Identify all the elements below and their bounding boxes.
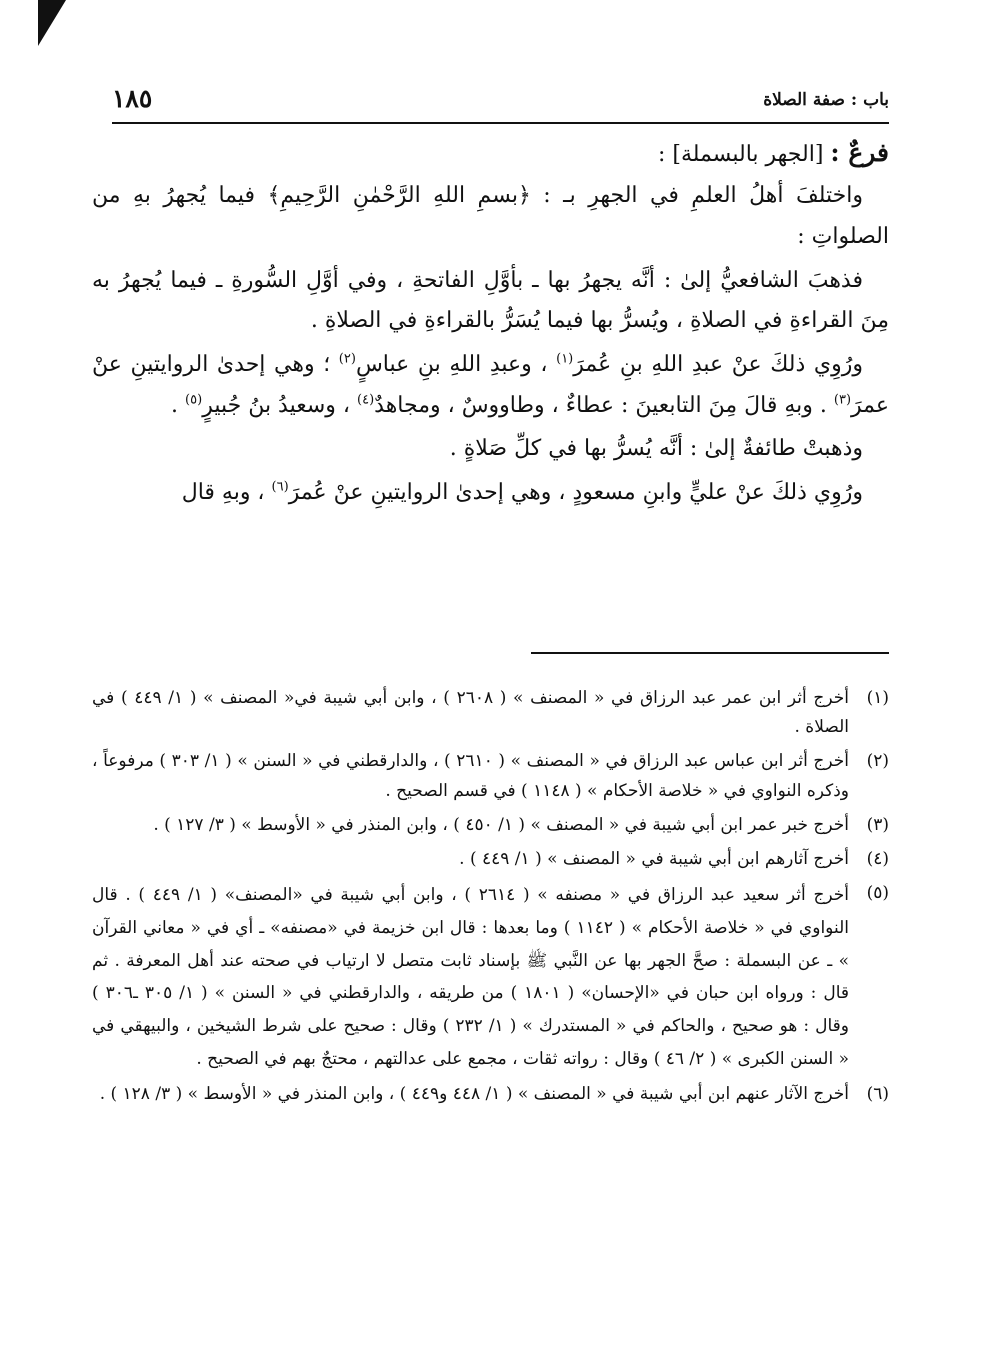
- footnote-text: أخرج أثر سعيد عبد الرزاق في « مصنفه » ( ٢٦١٤ ) ، وابن أبي شيبة في «المصنف» ( ١/ ٤٤٩ ) . قال النواوي في « خلاصة الأحكام » ( ١١٤٢ ) وما بعدها : قال ابن خزيمة في «مصنفه» ـ أي في « معاني القرآن » ـ عن البسملة : صحَّ الجهر بها عن النَّبي ﷺ بإسناد ثابت متصل لا ارتياب في صحته عند أهل المعرفة . ثم قال : ورواه ابن حبان في «الإحسان» ( ١٨٠١ ) من طريقه ، والدارقطني في « السنن » ( ١/ ٣٠٥ ـ٣٠٦ ) وقال : هو صحيح ، والحاكم في « المستدرك » ( ١/ ٢٣٢ ) وقال : صحيح على شرط الشيخين ، والبيهقي في « السنن الكبرى » ( ٢/ ٤٦ ) وقال : رواته ثقات ، مجمع على عدالتهم ، محتجٌ بهم في الصحيح .: [92, 885, 850, 1069]
- footnote-text: أخرج الآثار عنهم ابن أبي شيبة في « المصنف » ( ١/ ٤٤٨ و٤٤٩ ) ، وابن المنذر في « الأوسط » ( ٣/ ١٢٨ ) .: [99, 1084, 849, 1105]
- footnote-number: (٥): [866, 883, 889, 904]
- footnote-ref: (٦): [271, 479, 289, 495]
- footnote-ref: (٢): [338, 351, 356, 367]
- footnote: [92, 879, 889, 1075]
- footnote: [92, 1080, 889, 1109]
- page-header: [112, 84, 889, 118]
- footnote-text: أخرج خبر عمر ابن أبي شيبة في « المصنف » ( ١/ ٤٥٠ ) ، وابن المنذر في « الأوسط » ( ٣/ ١٢٧ ) .: [153, 814, 849, 835]
- paragraph: وذهبتْ طائفةٌ إلىٰ : أنَّه يُسرُّ بها في كلِّ صَلاةٍ .: [449, 436, 863, 462]
- footnote-number: (٣): [866, 814, 889, 835]
- header-rule: [112, 122, 889, 124]
- footnote: [92, 845, 889, 874]
- footnote-number: (١): [866, 688, 889, 708]
- text-run: . وبهِ قالَ مِنَ التابعينَ : عطاءٌ ، وطاووسٌ ، ومجاهدٌ: [374, 392, 827, 418]
- main-text: [92, 130, 889, 517]
- text-run: ورُوِي ذلكَ عنْ عليٍّ وابنِ مسعودٍ ، وهي إحدىٰ الروايتينِ عنْ عُمرَ: [288, 480, 863, 506]
- paragraph: فذهبَ الشافعيُّ إلىٰ : أنَّه يجهرُ بها ـ بأوَّلِ الفاتحةِ ، وفي أوَّلِ السُّورةِ ـ فيما يُجهرُ به مِنَ القراءةِ في الصلاةِ ، ويُسرُّ بها فيما يُسَرُّ بالقراءةِ في الصلاةِ .: [92, 267, 889, 334]
- footnote-text: أخرج أثر ابن عباس عبد الرزاق في « المصنف » ( ٢٦١٠ ) ، والدارقطني في « السنن » ( ١/ ٣٠٣ ) مرفوعاً ، وذكره النواوي في « خلاصة الأحكام » ( ١١٤٨ ) في قسم الصحيح .: [92, 751, 850, 801]
- paragraph: واختلفَ أهلُ العلمِ في الجهرِ بـ : ﴿بسمِ اللهِ الرَّحْمٰنِ الرَّحِيمِ﴾ فيما يُجهرُ بهِ من الصلواتِ :: [92, 183, 889, 249]
- footnote-text: أخرج آثارهم ابن أبي شيبة في « المصنف » ( ١/ ٤٤٩ ) .: [459, 849, 849, 870]
- footnote-number: (٢): [866, 751, 889, 772]
- footnote-ref: (١): [556, 351, 574, 367]
- page-corner-mark: [38, 0, 66, 46]
- text-run: ، وسعيدُ بنُ جُبيرٍ: [202, 392, 351, 418]
- section-label: فرعٌ :: [830, 138, 889, 167]
- footnote-number: (٦): [866, 1084, 889, 1105]
- page-number: ١٨٥: [112, 84, 153, 113]
- text-run: ورُوِي ذلكَ عنْ عبدِ اللهِ بنِ عُمرَ: [573, 352, 863, 377]
- paragraph: [92, 345, 889, 426]
- text-run: ؛ وهي إحدىٰ الروايتينِ عنْ عمرَ: [92, 352, 889, 418]
- footnotes: [92, 684, 889, 1114]
- footnote: [92, 684, 889, 742]
- running-title: باب : صفة الصلاة: [763, 90, 889, 110]
- footnote-text: أخرج أثر ابن عمر عبد الرزاق في « المصنف » ( ٢٦٠٨ ) ، وابن أبي شيبة في« المصنف » ( ١/ ٤٤٩ ) في الصلاة .: [92, 688, 849, 738]
- footnote-ref: (٤): [357, 392, 375, 408]
- footnote-number: (٤): [866, 849, 889, 870]
- text-run: .: [171, 392, 179, 418]
- footnote: [92, 811, 889, 840]
- paragraph: [92, 473, 889, 514]
- footnote: [92, 747, 889, 805]
- footnote-ref: (٥): [185, 392, 203, 408]
- footnote-ref: (٣): [833, 392, 852, 408]
- text-run: ، وعبدِ اللهِ بنِ عباسٍ: [355, 352, 548, 377]
- section-heading: [92, 130, 889, 176]
- section-title: [الجهر بالبسملة] :: [657, 142, 824, 167]
- text-run: ، وبهِ قال: [181, 480, 265, 506]
- footnote-separator: [531, 652, 889, 654]
